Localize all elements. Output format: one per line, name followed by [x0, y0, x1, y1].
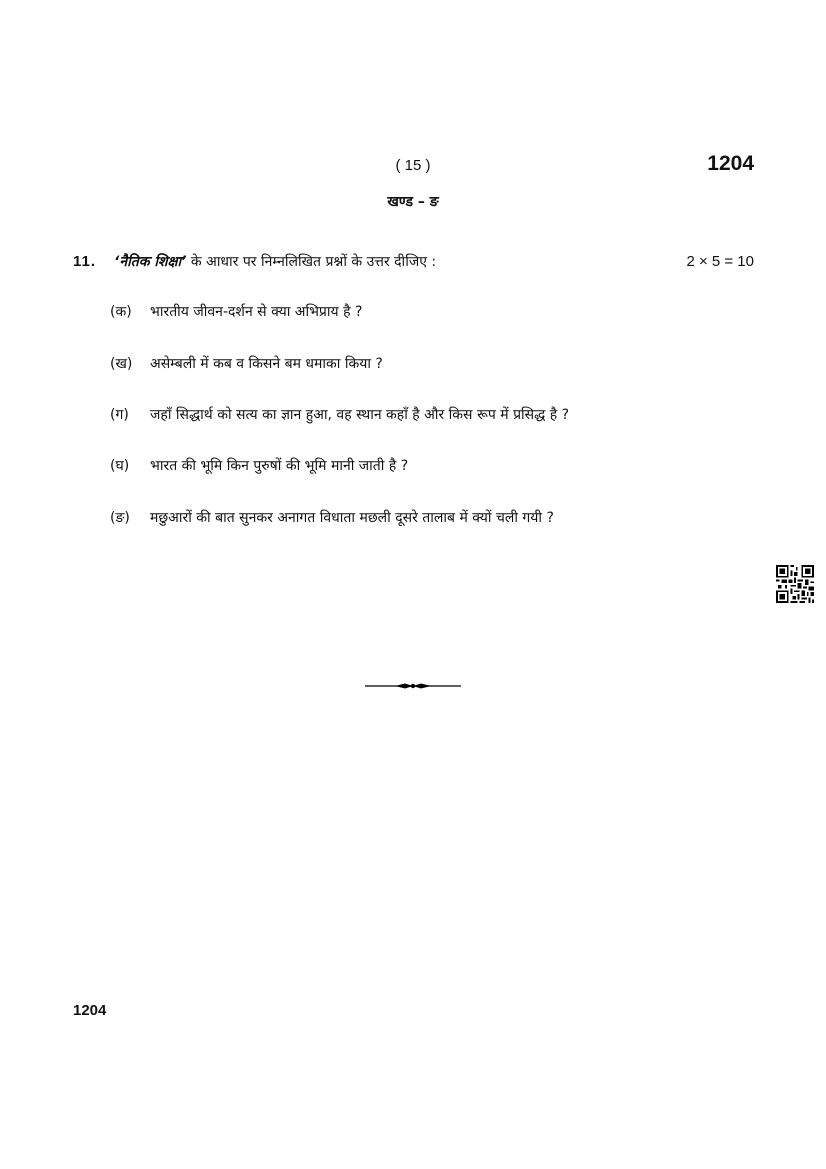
- subquestion-label: (ङ): [110, 510, 130, 526]
- paper-code-bottom: 1204: [73, 1002, 107, 1019]
- subquestion-text: असेम्बली में कब व किसने बम धमाका किया ?: [150, 356, 383, 372]
- question-instruction: के आधार पर निम्नलिखित प्रश्नों के उत्तर दीजिए :: [186, 254, 437, 270]
- question-text: [114, 252, 436, 271]
- subquestion-text: जहाँ सिद्धार्थ को सत्य का ज्ञान हुआ, वह स्थान कहाँ है और किस रूप में प्रसिद्ध है ?: [150, 407, 570, 423]
- question-number: 11.: [73, 253, 97, 270]
- end-ornament-icon: [365, 680, 461, 692]
- qr-code-icon: [776, 565, 814, 603]
- question-topic: ‘नैतिक शिक्षा’: [114, 254, 187, 270]
- question-marks: 2 × 5 = 10: [686, 253, 754, 270]
- subquestion-item: [110, 405, 569, 424]
- subquestion-item: [110, 354, 383, 373]
- subquestion-item: [110, 508, 554, 527]
- subquestion-item: [110, 302, 362, 321]
- subquestion-text: भारत की भूमि किन पुरुषों की भूमि मानी जाती है ?: [150, 458, 409, 474]
- subquestion-label: (क): [110, 304, 132, 320]
- subquestion-text: भारतीय जीवन-दर्शन से क्या अभिप्राय है ?: [150, 304, 363, 320]
- section-title: खण्ड – ङ: [387, 194, 439, 210]
- subquestion-item: [110, 456, 408, 475]
- subquestion-label: (ख): [110, 356, 133, 372]
- subquestion-label: (घ): [110, 458, 130, 474]
- paper-code-top: 1204: [707, 152, 754, 175]
- subquestion-text: मछुआरों की बात सुनकर अनागत विधाता मछली दूसरे तालाब में क्यों चली गयी ?: [150, 510, 554, 526]
- page-number: ( 15 ): [395, 157, 431, 174]
- subquestion-label: (ग): [110, 407, 129, 423]
